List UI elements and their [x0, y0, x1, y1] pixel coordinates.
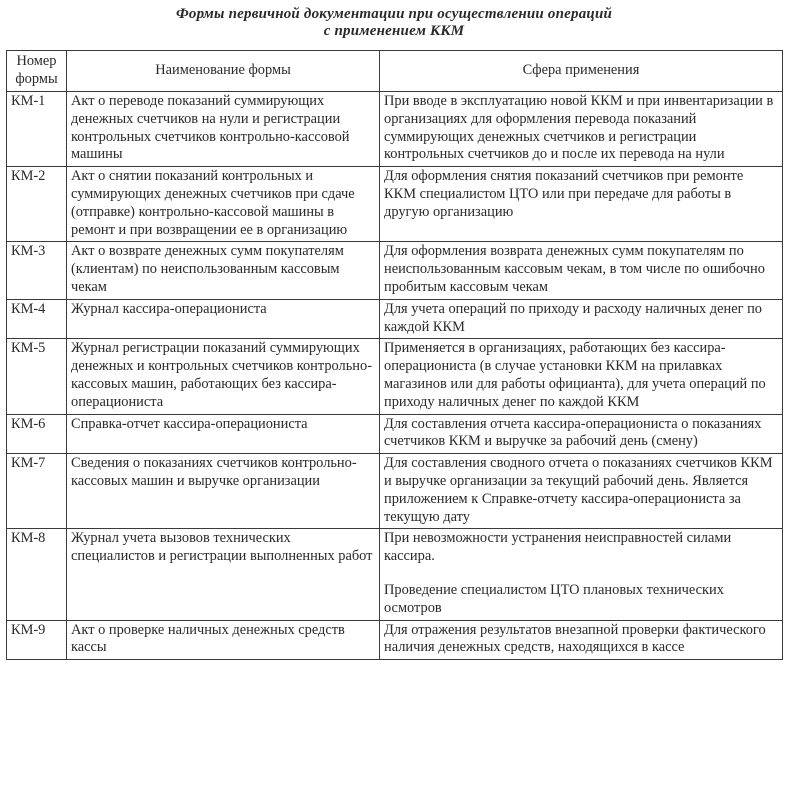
header-scope: Сфера применения: [380, 51, 783, 92]
title-line-1: Формы первичной документации при осуществлении операций: [175, 6, 613, 22]
form-code: КМ-4: [7, 299, 67, 339]
title-line-2: с применением ККМ: [323, 23, 465, 39]
table-row: [7, 529, 783, 620]
form-scope-extra: Проведение специалистом ЦТО плановых технических осмотров: [384, 581, 724, 616]
form-scope: Применяется в организациях, работающих без кассира-операциониста (в случае установки ККМ на прилавках магазинов или для работы официанта), для учета операций по приходу наличных денег по каждой ККМ: [380, 339, 783, 414]
form-scope: Для отражения результатов внезапной проверки фактического наличия денежных средств, находящихся в кассе: [380, 620, 783, 660]
form-code: КМ-1: [7, 92, 67, 167]
form-scope: Для оформления возврата денежных сумм покупателям по неиспользованным кассовым чекам, в том числе по ошибочно пробитым кассовым чекам: [380, 242, 783, 299]
form-name: Акт о возврате денежных сумм покупателям (клиентам) по неиспользованным кассовым чекам: [67, 242, 380, 299]
table-row: [7, 299, 783, 339]
form-scope-cell: [380, 529, 783, 620]
form-name: Журнал учета вызовов технических специалистов и регистрации выполненных работ: [67, 529, 380, 620]
form-scope: Для составления сводного отчета о показаниях счетчиков ККМ и выручке организации за текущий рабочий день. Является приложением к Справке-отчету кассира-операциониста за текущую дату: [380, 454, 783, 529]
form-scope: При невозможности устранения неисправностей силами кассира.: [384, 530, 732, 565]
form-scope: При вводе в эксплуатацию новой ККМ и при инвентаризации в организациях для оформления перевода показаний суммирующих денежных счетчиков и регистрации контрольных счетчиков до и после их перевода на нули: [380, 92, 783, 167]
form-code: КМ-6: [7, 414, 67, 454]
form-name: Акт о переводе показаний суммирующих денежных счетчиков на нули и регистрации контрольных счетчиков контрольно-кассовой машины: [67, 92, 380, 167]
table-row: [7, 339, 783, 414]
form-code: КМ-8: [7, 529, 67, 620]
header-number: Номер формы: [7, 51, 67, 92]
document-title: [6, 6, 782, 46]
form-code: КМ-3: [7, 242, 67, 299]
form-name: Журнал регистрации показаний суммирующих денежных и контрольных счетчиков контрольно-кассовых машин, работающих без кассира-операциониста: [67, 339, 380, 414]
table-row: [7, 92, 783, 167]
form-code: КМ-5: [7, 339, 67, 414]
table-header-row: [7, 51, 783, 92]
form-name: Журнал кассира-операциониста: [67, 299, 380, 339]
table-row: [7, 620, 783, 660]
forms-table: [6, 50, 783, 660]
form-code: КМ-2: [7, 167, 67, 242]
table-row: [7, 167, 783, 242]
form-code: КМ-7: [7, 454, 67, 529]
table-row: [7, 414, 783, 454]
form-scope: Для учета операций по приходу и расходу наличных денег по каждой ККМ: [380, 299, 783, 339]
header-name: Наименование формы: [67, 51, 380, 92]
form-scope: Для составления отчета кассира-операциониста о показаниях счетчиков ККМ и выручке за рабочий день (смену): [380, 414, 783, 454]
form-code: КМ-9: [7, 620, 67, 660]
form-name: Акт о проверке наличных денежных средств кассы: [67, 620, 380, 660]
form-scope: Для оформления снятия показаний счетчиков при ремонте ККМ специалистом ЦТО или при передаче для работы в другую организацию: [380, 167, 783, 242]
form-name: Акт о снятии показаний контрольных и суммирующих денежных счетчиков при сдаче (отправке) контрольно-кассовой машины в ремонт и при возвращении ее в организацию: [67, 167, 380, 242]
form-name: Сведения о показаниях счетчиков контрольно-кассовых машин и выручке организации: [67, 454, 380, 529]
form-name: Справка-отчет кассира-операциониста: [67, 414, 380, 454]
table-row: [7, 242, 783, 299]
table-row: [7, 454, 783, 529]
